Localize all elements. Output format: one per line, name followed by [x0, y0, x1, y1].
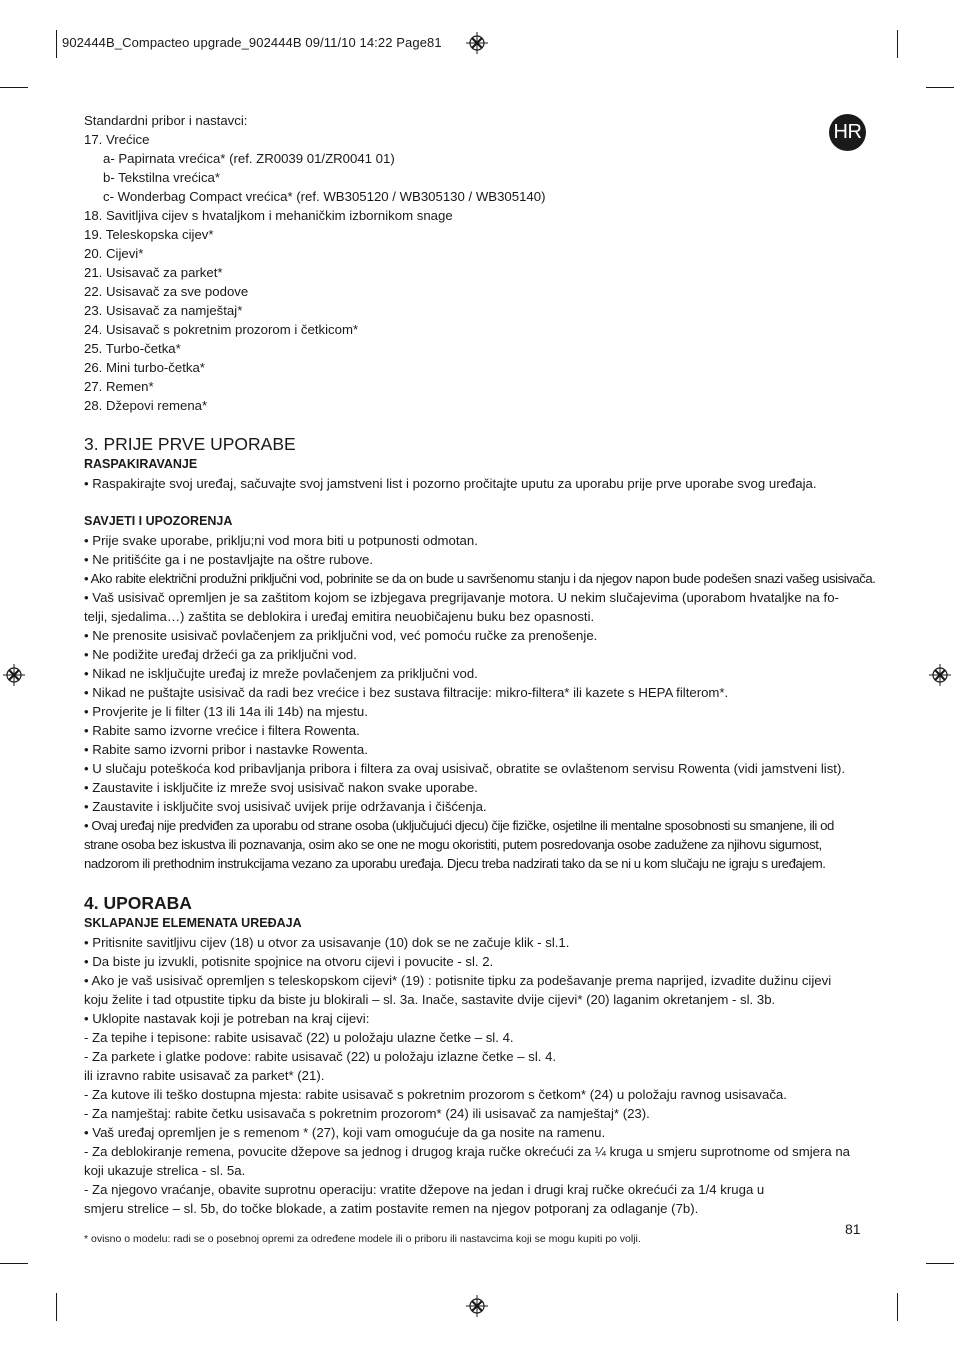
crop-mark: [56, 30, 57, 58]
crop-mark: [897, 30, 898, 58]
crop-mark: [897, 1293, 898, 1321]
advice-line: • Nikad ne isključujte uređaj iz mreže povlačenjem za priključni vod.: [84, 666, 478, 681]
advice-line: • Prije svake uporabe, priklju;ni vod mora biti u potpunosti odmotan.: [84, 533, 478, 548]
parts-list-item: 20. Cijevi*: [84, 246, 144, 261]
parts-list-item: 17. Vrećice: [84, 132, 150, 147]
advice-line: • Rabite samo izvorni pribor i nastavke Rowenta.: [84, 742, 368, 757]
advice-line: • Ako rabite električni produžni priključni vod, pobrinite se da on bude u savršenomu stanju i da njegov napon bude podešen snazi vašeg usisivača.: [84, 571, 876, 586]
section-3-title: 3. PRIJE PRVE UPORABE: [84, 434, 296, 454]
parts-intro: Standardni pribor i nastavci:: [84, 113, 248, 128]
usage-line: koji ukazuje strelica - sl. 5a.: [84, 1163, 246, 1178]
usage-line: - Za tepihe i tepisone: rabite usisavač (22) u položaju ulazne četke – sl. 4.: [84, 1030, 514, 1045]
parts-list-item: 23. Usisavač za namještaj*: [84, 303, 243, 318]
page-content: [84, 111, 874, 1218]
language-badge: HR: [829, 114, 866, 151]
usage-line: - Za deblokiranje remena, povucite džepove sa jednog i drugog kraja ručke okrećući za ¼ kruga u smjeru suprotnome od smjera na: [84, 1144, 851, 1159]
advice-line: • Ne podižite uređaj držeći ga za priključni vod.: [84, 647, 357, 662]
crop-mark: [926, 1263, 954, 1264]
print-slug-header: 902444B_Compacteo upgrade_902444B 09/11/10 14:22 Page81: [62, 35, 442, 50]
advice-line: • Vaš usisivač opremljen je sa zaštitom kojom se izbjegava pregrijavanje motora. U nekim slučajevima (uporabom hvataljke na fo-: [84, 590, 839, 605]
parts-list-item: 22. Usisavač za sve podove: [84, 284, 249, 299]
crop-mark: [0, 1263, 28, 1264]
crop-mark: [56, 1293, 57, 1321]
advice-line: • Zaustavite i isključite iz mreže svoj usisivač nakon svake uporabe.: [84, 780, 478, 795]
parts-list-item: 21. Usisavač za parket*: [84, 265, 223, 280]
usage-line: • Vaš uređaj opremljen je s remenom * (27), koji vam omogućuje da ga nosite na ramenu.: [84, 1125, 606, 1140]
parts-list: [84, 130, 874, 415]
usage-line: ili izravno rabite usisavač za parket* (21).: [84, 1068, 325, 1083]
registration-mark-icon: [929, 664, 951, 686]
advice-line: • Ovaj uređaj nije predviđen za uporabu od strane osoba (uključujući djecu) čije fizičke, osjetilne ili mentalne sposobnosti su smanjene, ili od: [84, 818, 834, 833]
usage-line: • Da biste ju izvukli, potisnite spojnice na otvoru cijevi i povucite - sl. 2.: [84, 954, 494, 969]
registration-mark-icon: [466, 32, 488, 54]
advice-line: • Provjerite je li filter (13 ili 14a ili 14b) na mjestu.: [84, 704, 368, 719]
advice-line: • Rabite samo izvorne vrećice i filtera Rowenta.: [84, 723, 360, 738]
registration-mark-icon: [3, 664, 25, 686]
parts-list-item: 18. Savitljiva cijev s hvataljkom i mehaničkim izbornikom snage: [84, 208, 453, 223]
usage-line: koju želite i tad otpustite tipku da biste ju blokirali – sl. 3a. Inače, sastavite dvije cijevi* (20) laganim okretanjem - sl. 3b.: [84, 992, 776, 1007]
advice-line: • Ne pritišćite ga i ne postavljajte na oštre rubove.: [84, 552, 374, 567]
unpack-text: • Raspakirajte svoj uređaj, sačuvajte svoj jamstveni list i pozorno pročitajte uputu za uporabu prije prve uporabe svog uređaja.: [84, 476, 817, 491]
usage-line: - Za parkete i glatke podove: rabite usisavač (22) u položaju izlazne četke – sl. 4.: [84, 1049, 557, 1064]
crop-mark: [0, 87, 28, 88]
advice-line: • Ne prenosite usisivač povlačenjem za priključni vod, već pomoću ručke za prenošenje.: [84, 628, 598, 643]
usage-line: - Za namještaj: rabite četku usisavača s pokretnim prozorom* (24) ili usisavač za namještaj* (23).: [84, 1106, 650, 1121]
usage-line: smjeru strelice – sl. 5b, do točke blokade, a zatim postavite remen na njegov potporanj za odlaganje (7b).: [84, 1201, 699, 1216]
unpack-heading: RASPAKIRAVANJE: [84, 457, 198, 471]
usage-line: - Za njegovo vraćanje, obavite suprotnu operaciju: vratite džepove na jedan i drugi kraj ručke okrećući za 1/4 kruga u: [84, 1182, 765, 1197]
crop-mark: [926, 87, 954, 88]
advice-line: strane osoba bez iskustva ili poznavanja, osim ako se one ne mogu okoristiti, putem posredovanja osobe zadužene za njihovu sigurnost,: [84, 837, 822, 852]
page-number: 81: [845, 1221, 861, 1237]
advice-line: • Zaustavite i isključite svoj usisivač uvijek prije održavanja i čišćenja.: [84, 799, 487, 814]
advice-heading: SAVJETI I UPOZORENJA: [84, 514, 233, 528]
parts-list-item: c- Wonderbag Compact vrećica* (ref. WB305120 / WB305130 / WB305140): [103, 189, 546, 204]
usage-line: • Pritisnite savitljivu cijev (18) u otvor za usisavanje (10) dok se ne začuje klik - sl.1.: [84, 935, 570, 950]
parts-list-item: b- Tekstilna vrećica*: [103, 170, 221, 185]
parts-list-item: 25. Turbo-četka*: [84, 341, 181, 356]
parts-list-item: 28. Džepovi remena*: [84, 398, 208, 413]
advice-line: • Nikad ne puštajte usisivač da radi bez vrećice i bez sustava filtracije: mikro-filtera* ili kazete s HEPA filterom*.: [84, 685, 729, 700]
usage-line: • Uklopite nastavak koji je potreban na kraj cijevi:: [84, 1011, 370, 1026]
parts-list-item: 26. Mini turbo-četka*: [84, 360, 205, 375]
usage-line: - Za kutove ili teško dostupna mjesta: rabite usisavač s pokretnim prozorom s četkom* (24) u položaju ravnog usisavača.: [84, 1087, 787, 1102]
usage-line: • Ako je vaš usisivač opremljen s teleskopskom cijevi* (19) : potisnite tipku za podešavanje prema naprijed, izvadite dužinu cijevi: [84, 973, 832, 988]
registration-mark-icon: [466, 1295, 488, 1317]
parts-list-item: 24. Usisavač s pokretnim prozorom i četkicom*: [84, 322, 359, 337]
advice-line: nadzorom ili prethodnim instrukcijama vezano za uporabu uređaja. Djecu treba nadzirati tako da se ni u kom slučaju ne igraju s uređajem.: [84, 856, 826, 871]
parts-list-item: 27. Remen*: [84, 379, 154, 394]
parts-list-item: 19. Teleskopska cijev*: [84, 227, 214, 242]
usage-list: [84, 933, 874, 1218]
parts-list-item: a- Papirnata vrećica* (ref. ZR0039 01/ZR0041 01): [103, 151, 395, 166]
advice-list: [84, 531, 874, 873]
advice-line: telji, sjedalima…) zaštita se deblokira i uređaj emitira neuobičajenu buku bez opasnosti.: [84, 609, 595, 624]
advice-line: • U slučaju poteškoća kod pribavljanja pribora i filtera za ovaj usisivač, obratite se ovlaštenom servisu Rowenta (vidi jamstveni list).: [84, 761, 846, 776]
assembly-heading: SKLAPANJE ELEMENATA UREĐAJA: [84, 916, 302, 930]
section-4-title: 4. UPORABA: [84, 893, 192, 913]
footnote: * ovisno o modelu: radi se o posebnoj opremi za određene modele ili o priboru ili nastavcima koji se mogu kupiti po volji.: [84, 1233, 641, 1245]
